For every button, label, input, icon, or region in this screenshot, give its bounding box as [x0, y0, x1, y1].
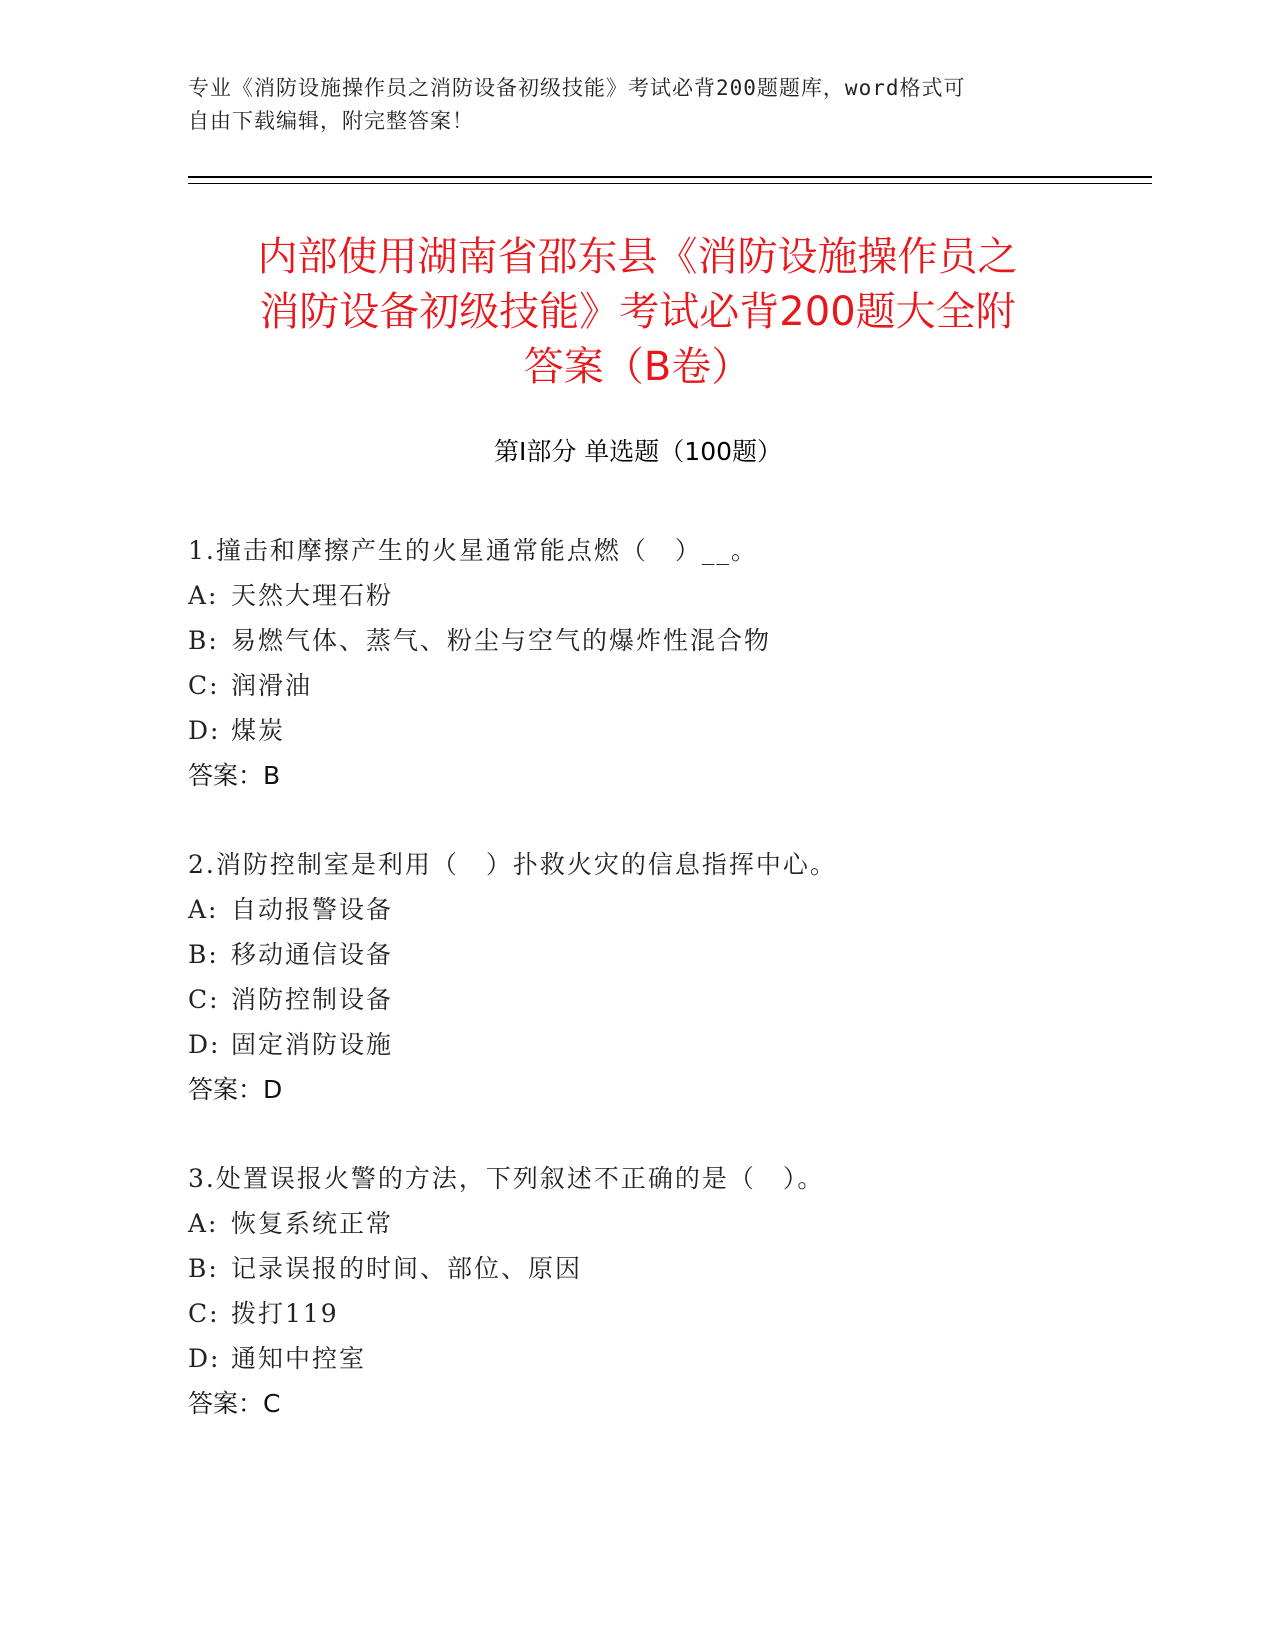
option-text: 易燃气体、蒸气、粉尘与空气的爆炸性混合物 [231, 626, 772, 655]
option-key: A: [188, 1209, 219, 1238]
option-text: 自动报警设备 [231, 895, 394, 924]
question-3 [188, 1156, 1118, 1426]
option-text: 固定消防设施 [231, 1030, 394, 1059]
option-text: 移动通信设备 [231, 940, 394, 969]
option-key: D: [188, 1344, 221, 1373]
header-divider-thick [188, 176, 1152, 178]
option-key: C: [188, 671, 220, 700]
document-title [150, 230, 1125, 395]
question-1 [188, 528, 1118, 798]
option-c [188, 977, 1118, 1022]
answer: 答案：B [188, 761, 281, 790]
header-note-line-1: 专业《消防设施操作员之消防设备初级技能》考试必背200题题库，word格式可 [188, 76, 966, 100]
document-title-line-1: 内部使用湖南省邵东县《消防设施操作员之 [257, 234, 1018, 280]
document-title-line-3: 答案（B卷） [523, 344, 752, 390]
option-key: D: [188, 1030, 221, 1059]
option-key: D: [188, 716, 221, 745]
option-d [188, 1022, 1118, 1067]
question-stem: 3.处置误报火警的方法，下列叙述不正确的是（ ）。 [188, 1164, 825, 1193]
option-d [188, 1336, 1118, 1381]
option-c [188, 1291, 1118, 1336]
option-text: 消防控制设备 [231, 985, 394, 1014]
option-key: C: [188, 1299, 220, 1328]
option-text: 润滑油 [231, 671, 313, 700]
header-divider-thin [188, 183, 1152, 184]
option-key: A: [188, 581, 219, 610]
document-title-line-2: 消防设备初级技能》考试必背200题大全附 [259, 289, 1016, 335]
section-title: 第Ⅰ部分 单选题（100题） [493, 437, 783, 466]
option-key: B: [188, 626, 219, 655]
option-key: B: [188, 1254, 219, 1283]
option-key: C: [188, 985, 220, 1014]
option-b [188, 618, 1118, 663]
header-note [188, 72, 1088, 138]
question-stem: 1.撞击和摩擦产生的火星通常能点燃（ ）__。 [188, 536, 758, 565]
option-text: 记录误报的时间、部位、原因 [231, 1254, 583, 1283]
option-a [188, 887, 1118, 932]
option-a [188, 573, 1118, 618]
option-text: 天然大理石粉 [231, 581, 394, 610]
question-stem: 2.消防控制室是利用（ ）扑救火灾的信息指挥中心。 [188, 850, 837, 879]
answer: 答案：C [188, 1389, 281, 1418]
header-note-line-2: 自由下载编辑，附完整答案！ [188, 109, 474, 133]
option-b [188, 1246, 1118, 1291]
option-key: B: [188, 940, 219, 969]
option-text: 恢复系统正常 [231, 1209, 394, 1238]
option-d [188, 708, 1118, 753]
answer: 答案：D [188, 1075, 283, 1104]
option-key: A: [188, 895, 219, 924]
option-text: 拨打119 [231, 1299, 339, 1328]
option-text: 通知中控室 [231, 1344, 367, 1373]
option-a [188, 1201, 1118, 1246]
question-2 [188, 842, 1118, 1112]
option-text: 煤炭 [231, 716, 286, 745]
option-b [188, 932, 1118, 977]
option-c [188, 663, 1118, 708]
question-list [188, 528, 1118, 1470]
